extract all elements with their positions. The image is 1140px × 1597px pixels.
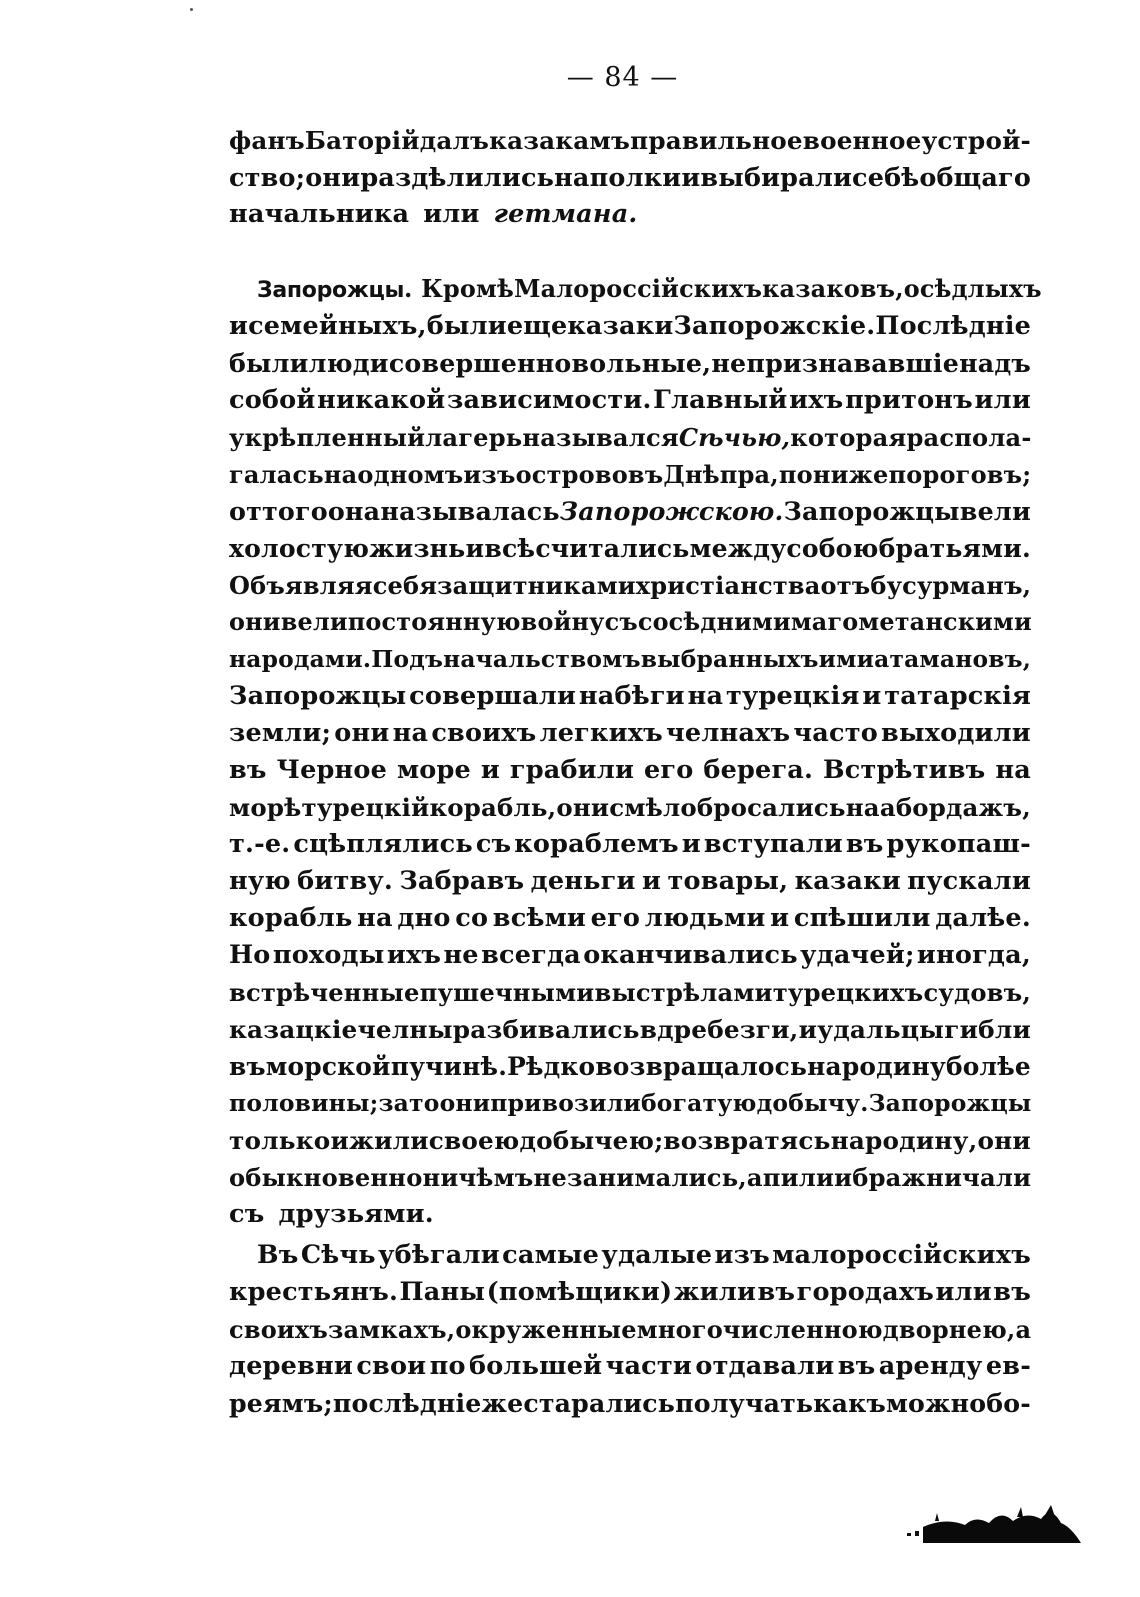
word: они [556, 793, 610, 822]
word: они [439, 1089, 491, 1117]
word: притонъ [845, 385, 973, 415]
word: сосѣдними [637, 608, 791, 636]
word: по [429, 1351, 466, 1381]
text-line [229, 308, 1031, 345]
paragraph-zaporozhtsy [229, 271, 1042, 1233]
word: собой [229, 385, 316, 415]
word: бусурманъ, [870, 571, 1032, 600]
word: добычу. [756, 1089, 869, 1117]
word: корабль, [429, 793, 557, 822]
word: вдребезги, [639, 1015, 799, 1044]
word: битву. [297, 866, 393, 896]
word: и [681, 162, 701, 192]
word: братьями. [878, 533, 1031, 563]
word: казаки [794, 866, 901, 896]
word: ную [229, 866, 291, 896]
word: и [681, 829, 701, 859]
word: убѣгали [378, 1240, 500, 1270]
word: турецкихъ [772, 978, 924, 1007]
word: жили [348, 1126, 429, 1155]
word: жизнь [369, 533, 466, 563]
word: вольные, [571, 348, 712, 378]
word: ихъ [789, 385, 844, 415]
word: правильное [630, 126, 803, 155]
word: удалые [601, 1240, 713, 1270]
text-line [229, 122, 1031, 159]
word: Подъ [371, 645, 444, 673]
italic-word: Сѣчью, [678, 423, 791, 452]
word: ство; [229, 162, 306, 192]
word: бо- [986, 1388, 1031, 1418]
word: (помѣщики) [486, 1277, 673, 1307]
word: бросались [696, 793, 846, 822]
word: на [830, 1126, 866, 1155]
word: разбивались [452, 1015, 640, 1044]
word: товары, [667, 866, 789, 896]
word: она [327, 496, 381, 526]
word: были [229, 348, 309, 378]
word: дворнею, [882, 1315, 1016, 1344]
word: части [605, 1351, 693, 1381]
text-line [229, 456, 1031, 493]
word: и [862, 681, 882, 711]
text-line [229, 196, 1031, 233]
text-line [229, 826, 1031, 863]
word: въ [757, 1277, 796, 1307]
word: иногда, [916, 940, 1031, 970]
word: родину, [865, 1126, 978, 1155]
word: Баторій [304, 126, 420, 155]
word: аренду [878, 1351, 983, 1381]
word: большей [469, 1351, 603, 1381]
word: отъ [820, 571, 871, 600]
word: самые [502, 1240, 600, 1270]
word: Запорожцы [229, 681, 407, 711]
page-body [229, 122, 1042, 1422]
text-line [229, 789, 1031, 826]
word: Запорожцы [868, 1089, 1032, 1117]
word: ими [818, 645, 875, 673]
word: берега. [703, 755, 814, 785]
word: возвращалось [595, 1052, 808, 1081]
text-line [229, 1085, 1031, 1122]
word: привозили [490, 1089, 641, 1117]
word: реямъ; [229, 1388, 333, 1418]
page-number: — 84 — [566, 62, 679, 93]
word: море [396, 755, 471, 785]
word: въ [837, 1351, 876, 1381]
text-line [229, 715, 1031, 752]
word: удальцы [817, 1015, 945, 1044]
word: и [480, 755, 500, 785]
word: родину [841, 1052, 946, 1081]
word: далъ [419, 126, 490, 155]
word: въ [229, 1052, 266, 1081]
word: болѣе [946, 1052, 1031, 1081]
word: пускали [907, 866, 1031, 896]
word: съ [604, 608, 638, 636]
word: на [357, 903, 393, 933]
word: Сѣчь [300, 1240, 376, 1270]
word: вели [280, 608, 348, 636]
word: половины; [229, 1089, 379, 1117]
word: оттого [229, 496, 328, 526]
word: деньги [530, 866, 636, 896]
word: городахъ [796, 1277, 934, 1307]
word: на [687, 681, 724, 711]
word: начальствомъ [443, 645, 641, 673]
word: Запорожскіе. [673, 311, 876, 341]
word: защитниками [437, 571, 636, 600]
text-line [229, 345, 1031, 382]
word: со [455, 903, 489, 933]
text-line [229, 530, 1031, 567]
word: между [689, 533, 787, 563]
word: ихъ [386, 940, 442, 970]
word: или [935, 1277, 992, 1307]
word: обыкновенно [229, 1163, 423, 1192]
word: и [834, 1163, 853, 1192]
word: морѣ [229, 793, 302, 822]
word: послѣдніе [332, 1388, 482, 1418]
word: многочисленною [636, 1315, 883, 1344]
word: какъ [813, 1388, 886, 1418]
word: были [426, 311, 507, 341]
word: атамановъ, [874, 645, 1032, 673]
word: казаки [567, 311, 674, 341]
word: на [554, 162, 590, 192]
word: одномъ [357, 460, 464, 489]
word: или [974, 385, 1031, 415]
word: устрой- [921, 126, 1031, 155]
word: военное [802, 126, 922, 155]
word: они [305, 162, 361, 192]
word: съ [475, 829, 512, 859]
text-line [229, 1048, 1031, 1085]
word: Въ [257, 1240, 299, 1270]
word: легкихъ [539, 718, 663, 748]
word: свои [356, 1351, 427, 1381]
word: . Кромѣ [404, 275, 514, 303]
text-line [229, 974, 1031, 1011]
word: дно [397, 903, 451, 933]
word: занимались, [566, 1163, 747, 1192]
word: походы [272, 940, 385, 970]
word: встрѣченные [229, 978, 420, 1007]
word: признававшіе [746, 348, 959, 378]
word: удачей; [800, 940, 915, 970]
word: ничѣмъ [422, 1163, 534, 1192]
word: люди [308, 348, 389, 378]
word: всѣ [484, 533, 536, 563]
text-line [229, 159, 1031, 196]
word: а [1015, 1315, 1032, 1344]
word: христіанства [635, 571, 821, 600]
word: пучинѣ. [390, 1052, 508, 1081]
word: совершали [409, 681, 577, 711]
text-line [229, 419, 1031, 456]
word: жили [673, 1277, 757, 1307]
word: съ [229, 1199, 265, 1229]
margin-dot [190, 8, 193, 11]
word: всѣми [492, 903, 587, 933]
italic-word: гетмана. [493, 199, 638, 229]
text-line [229, 752, 1031, 789]
word: старались [523, 1388, 676, 1418]
word: Рѣдко [507, 1052, 596, 1081]
word: Забравъ [399, 866, 525, 896]
word: не [533, 1163, 567, 1192]
word: надъ [959, 348, 1031, 378]
word: богатую [640, 1089, 757, 1117]
word: замкахъ, [328, 1315, 456, 1344]
word: спѣшили [793, 903, 931, 933]
word: раздѣлились [360, 162, 555, 192]
word: смѣло [609, 793, 697, 822]
text-line [229, 863, 1031, 900]
word: окруженные [455, 1315, 637, 1344]
word: на [807, 1052, 842, 1081]
word: народами. [229, 645, 372, 673]
word: Встрѣтивъ [823, 755, 986, 785]
word: укрѣпленный [229, 423, 426, 452]
word: Объявляя [229, 571, 373, 600]
word: пушечными [419, 978, 595, 1007]
word: далѣе. [935, 903, 1031, 933]
word: не [711, 348, 747, 378]
word: холостую [229, 533, 370, 563]
word: казакамъ [489, 126, 631, 155]
word: судовъ, [923, 978, 1031, 1007]
text-line [229, 567, 1031, 604]
word: татарскія [884, 681, 1031, 711]
word: войну [520, 608, 605, 636]
word: морской [265, 1052, 391, 1081]
word: Запорожцы [783, 496, 960, 526]
word: пили [762, 1163, 835, 1192]
word: оканчивались [583, 940, 798, 970]
text-line [229, 1196, 1031, 1233]
word: семейныхъ, [248, 311, 427, 341]
word: челнахъ [666, 718, 791, 748]
word: людьми [644, 903, 766, 933]
word: кораблемъ [514, 829, 679, 859]
word: пороговъ; [888, 460, 1032, 489]
text-line [229, 1274, 1031, 1311]
word: они [977, 1126, 1031, 1155]
text-line [229, 493, 1031, 530]
word: малороссійскихъ [772, 1240, 1031, 1270]
text-line [229, 1122, 1031, 1159]
word: и [330, 1126, 349, 1155]
word: они [229, 608, 281, 636]
word: галась [229, 460, 324, 489]
text-line [229, 382, 1031, 419]
word: бражничали [852, 1163, 1032, 1192]
word: на [323, 460, 358, 489]
word: не [443, 940, 479, 970]
word: грабили [509, 755, 635, 785]
text-line [229, 1385, 1031, 1422]
word: вступали [703, 829, 843, 859]
word: набѣги [578, 681, 685, 711]
word: называлась [380, 496, 560, 526]
text-line [229, 641, 1031, 678]
word: изъ [714, 1240, 770, 1270]
word: которая [790, 423, 907, 452]
paragraph-sech [229, 1237, 1031, 1422]
word: распола- [906, 423, 1032, 452]
ink-smudge [905, 1503, 1085, 1547]
word: получать [675, 1388, 814, 1418]
word: общаго [919, 162, 1031, 192]
word: Но [229, 940, 271, 970]
word: своихъ [431, 718, 537, 748]
word: же [481, 1388, 524, 1418]
word: осѣдлыхъ [903, 275, 1042, 303]
word: зависимости. [446, 385, 652, 415]
word: казацкіе [229, 1015, 358, 1044]
paragraph-batory [229, 122, 1031, 233]
word: магометанскими [790, 608, 1032, 636]
text-line [229, 900, 1031, 937]
word: выбирали [700, 162, 853, 192]
word: Послѣдніе [875, 311, 1031, 341]
text-line [229, 678, 1031, 715]
word: т.-е. [229, 829, 291, 859]
word: и [229, 311, 249, 341]
word: лагерь [425, 423, 523, 452]
word: совершенно [388, 348, 572, 378]
text-line [229, 937, 1031, 974]
word: назывался [522, 423, 679, 452]
word: его [644, 755, 694, 785]
word: начальника [229, 199, 410, 229]
text-line [229, 1311, 1031, 1348]
word: постоянную [347, 608, 521, 636]
word: можно [885, 1388, 987, 1418]
word: корабль [229, 903, 353, 933]
word: крестьянъ. [229, 1277, 399, 1307]
word: или [423, 199, 480, 229]
word: зато [378, 1089, 440, 1117]
word: вели [959, 496, 1031, 526]
word: острововъ [515, 460, 664, 489]
word: деревни [229, 1351, 353, 1381]
text-line [229, 1348, 1031, 1385]
word: пониже [778, 460, 889, 489]
word: гибли [944, 1015, 1031, 1044]
word: въ [229, 755, 267, 785]
word: а [746, 1163, 763, 1192]
word: отдавали [695, 1351, 835, 1381]
word: на [995, 755, 1031, 785]
word: его [590, 903, 641, 933]
word: сцѣплялись [293, 829, 473, 859]
word: выбранныхъ [640, 645, 819, 673]
word: изъ [463, 460, 516, 489]
word: казаковъ, [762, 275, 904, 303]
word: фанъ [229, 126, 305, 155]
text-line [229, 271, 1042, 308]
word: и [641, 866, 662, 896]
word: они [334, 718, 390, 748]
word: Малороссійскихъ [513, 275, 763, 303]
word: себѣ [852, 162, 920, 192]
word: абордажъ, [879, 793, 1031, 822]
word: выстрѣлами [594, 978, 773, 1007]
word: и [798, 1015, 818, 1044]
text-line [229, 1159, 1031, 1196]
word: себя [372, 571, 438, 600]
text-line [229, 1011, 1031, 1048]
word: Черное [276, 755, 388, 785]
word: земли; [229, 718, 332, 748]
word: никакой [317, 385, 446, 415]
word: возвратясь [663, 1126, 831, 1155]
word: Главный [653, 385, 788, 415]
word: ев- [985, 1351, 1031, 1381]
word: на [845, 793, 880, 822]
word: въ [993, 1277, 1031, 1307]
word: и [770, 903, 790, 933]
italic-word: Запорожскою. [559, 496, 784, 526]
word: челны [357, 1015, 453, 1044]
word: и [465, 533, 485, 563]
word: только [229, 1126, 331, 1155]
word: считались [535, 533, 690, 563]
word: выходили [881, 718, 1031, 748]
word: добычею; [519, 1126, 664, 1155]
text-line [229, 604, 1031, 641]
word: Днѣпра, [663, 460, 779, 489]
word: часто [793, 718, 878, 748]
text-line [229, 1237, 1031, 1274]
word: своихъ [229, 1315, 329, 1344]
word: всегда [481, 940, 581, 970]
section-heading: Запорожцы [257, 278, 405, 303]
word: на [392, 718, 429, 748]
word: еще [506, 311, 568, 341]
word: друзьями. [278, 1199, 434, 1229]
word: турецкій [301, 793, 430, 822]
word: полки [589, 162, 682, 192]
word: рукопаш- [886, 829, 1031, 859]
word: турецкія [725, 681, 860, 711]
word: въ [845, 829, 884, 859]
word: своею [428, 1126, 520, 1155]
word: Паны [399, 1277, 486, 1307]
word: собою [786, 533, 879, 563]
